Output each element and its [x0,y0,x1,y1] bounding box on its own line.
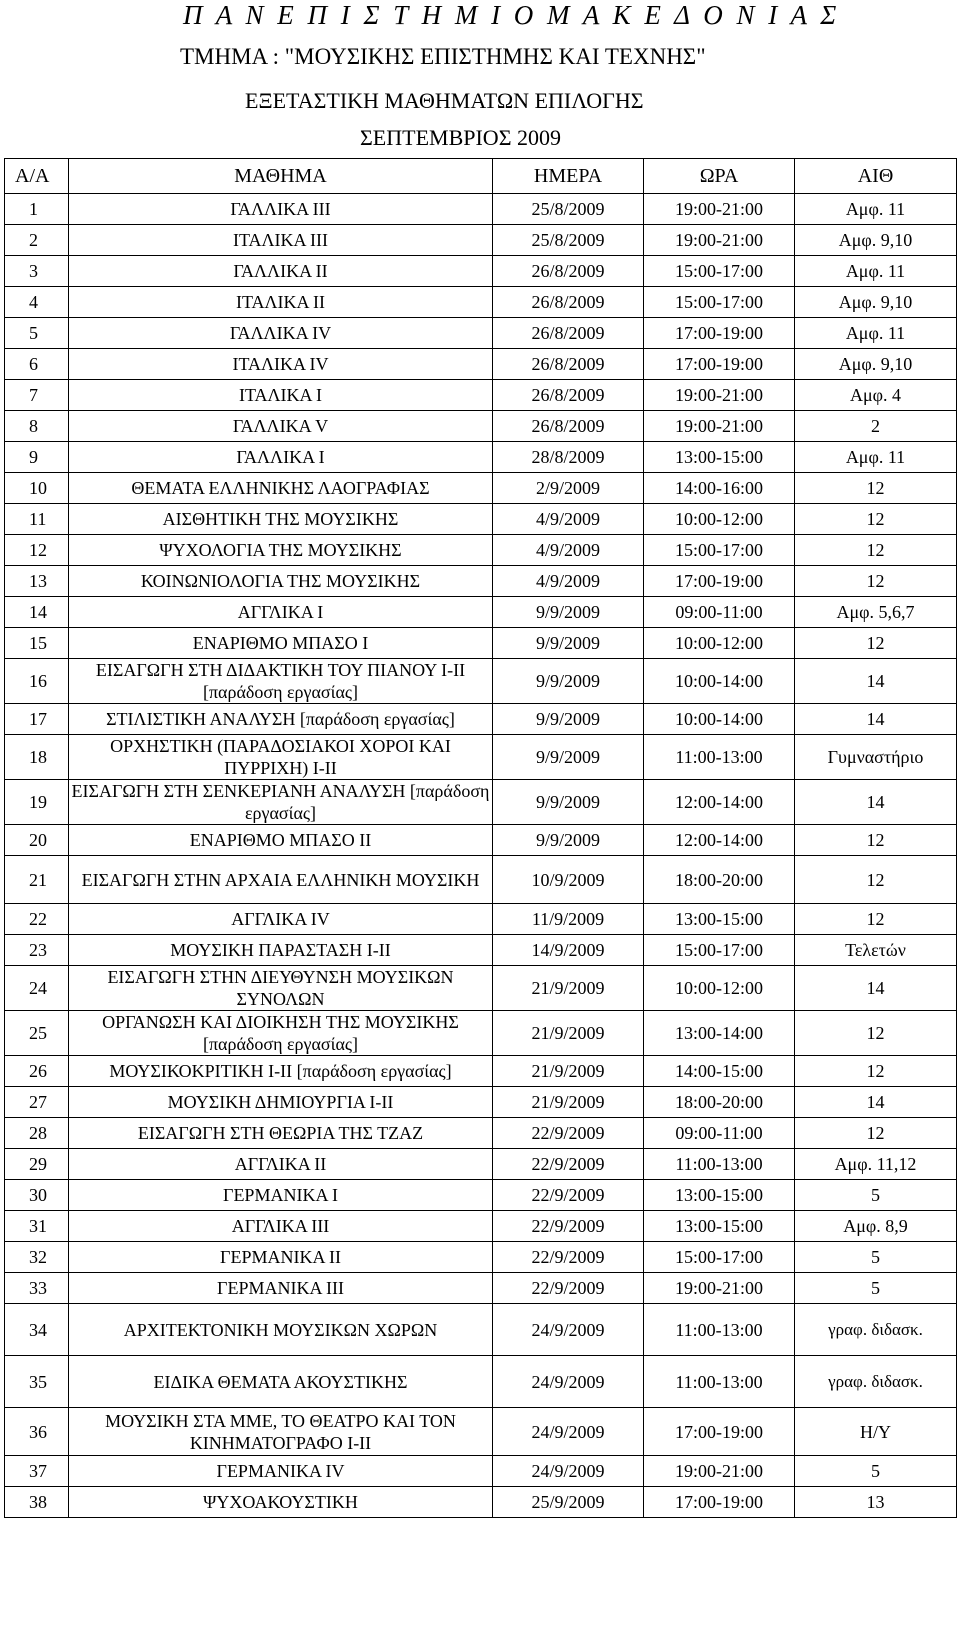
room-cell: Αμφ. 11,12 [795,1149,957,1180]
room-cell: Αμφ. 11 [795,194,957,225]
course-cell: ΓΕΡΜΑΝΙΚΑ ΙΙ [69,1242,493,1273]
time-cell: 19:00-21:00 [644,1456,795,1487]
table-row [5,535,957,566]
course-cell: ΙΤΑΛΙΚΑ ΙΙ [69,287,493,318]
time-cell: 18:00-20:00 [644,1087,795,1118]
time-cell: 15:00-17:00 [644,535,795,566]
date-cell: 4/9/2009 [493,566,644,597]
time-cell: 19:00-21:00 [644,380,795,411]
room-cell: Αμφ. 8,9 [795,1211,957,1242]
date-cell: 24/9/2009 [493,1456,644,1487]
course-cell: ΕΙΣΑΓΩΓΗ ΣΤΗ ΣΕΝΚΕΡΙΑΝΗ ΑΝΑΛΥΣΗ [παράδοση εργασίας] [69,780,493,825]
time-cell: 13:00-15:00 [644,1211,795,1242]
table-row [5,566,957,597]
date-cell: 21/9/2009 [493,966,644,1011]
course-cell: ΕΝΑΡΙΘΜΟ ΜΠΑΣΟ Ι [69,628,493,659]
room-cell: Γυμναστήριο [795,735,957,780]
course-cell: ΜΟΥΣΙΚΗ ΣΤΑ ΜΜΕ, ΤΟ ΘΕΑΤΡΟ ΚΑΙ ΤΟΝ ΚΙΝΗΜΑΤΟΓΡΑΦΟ Ι-ΙΙ [69,1408,493,1456]
table-row [5,1087,957,1118]
course-cell: ΑΓΓΛΙΚΑ ΙΙ [69,1149,493,1180]
time-cell: 17:00-19:00 [644,1487,795,1518]
time-cell: 11:00-13:00 [644,1304,795,1356]
room-cell: 5 [795,1180,957,1211]
course-cell: ΓΑΛΛΙΚΑ ΙΙΙ [69,194,493,225]
table-row [5,735,957,780]
room-cell: 14 [795,780,957,825]
row-number-cell: 23 [5,935,69,966]
room-cell: Αμφ. 11 [795,256,957,287]
table-row [5,935,957,966]
exam-schedule-table [4,158,957,1518]
date-cell: 22/9/2009 [493,1242,644,1273]
table-row [5,659,957,704]
row-number-cell: 12 [5,535,69,566]
row-number-cell: 35 [5,1356,69,1408]
table-row [5,411,957,442]
room-cell: γραφ. διδασκ. [795,1304,957,1356]
date-cell: 25/8/2009 [493,225,644,256]
table-row [5,704,957,735]
time-cell: 10:00-12:00 [644,628,795,659]
course-cell: ΕΙΣΑΓΩΓΗ ΣΤΗΝ ΔΙΕΥΘΥΝΣΗ ΜΟΥΣΙΚΩΝ ΣΥΝΟΛΩΝ [69,966,493,1011]
date-cell: 22/9/2009 [493,1149,644,1180]
room-cell: Τελετών [795,935,957,966]
table-row [5,287,957,318]
row-number-cell: 34 [5,1304,69,1356]
row-number-cell: 31 [5,1211,69,1242]
table-row [5,966,957,1011]
time-cell: 13:00-15:00 [644,904,795,935]
room-cell: 14 [795,659,957,704]
date-cell: 4/9/2009 [493,504,644,535]
time-cell: 15:00-17:00 [644,287,795,318]
time-cell: 11:00-13:00 [644,1149,795,1180]
course-cell: ΑΓΓΛΙΚΑ Ι [69,597,493,628]
date-cell: 26/8/2009 [493,380,644,411]
time-cell: 15:00-17:00 [644,935,795,966]
row-number-cell: 28 [5,1118,69,1149]
time-cell: 15:00-17:00 [644,1242,795,1273]
table-row [5,1273,957,1304]
room-cell: 2 [795,411,957,442]
room-cell: Αμφ. 9,10 [795,225,957,256]
time-cell: 19:00-21:00 [644,1273,795,1304]
room-cell: Αμφ. 9,10 [795,287,957,318]
course-cell: ΘΕΜΑΤΑ ΕΛΛΗΝΙΚΗΣ ΛΑΟΓΡΑΦΙΑΣ [69,473,493,504]
room-cell: 12 [795,535,957,566]
date-cell: 28/8/2009 [493,442,644,473]
date-cell: 26/8/2009 [493,256,644,287]
course-cell: ΙΤΑΛΙΚΑ ΙΙΙ [69,225,493,256]
date-cell: 22/9/2009 [493,1180,644,1211]
course-cell: ΕΙΣΑΓΩΓΗ ΣΤΗΝ ΑΡΧΑΙΑ ΕΛΛΗΝΙΚΗ ΜΟΥΣΙΚΗ [69,856,493,904]
table-row [5,1356,957,1408]
time-cell: 17:00-19:00 [644,349,795,380]
column-header-time: ΩΡΑ [644,159,795,194]
course-cell: ΜΟΥΣΙΚΗ ΔΗΜΙΟΥΡΓΙΑ Ι-ΙΙ [69,1087,493,1118]
row-number-cell: 8 [5,411,69,442]
table-row [5,597,957,628]
row-number-cell: 14 [5,597,69,628]
date-cell: 11/9/2009 [493,904,644,935]
row-number-cell: 24 [5,966,69,1011]
date-cell: 9/9/2009 [493,780,644,825]
row-number-cell: 29 [5,1149,69,1180]
room-cell: Αμφ. 9,10 [795,349,957,380]
table-row [5,825,957,856]
time-cell: 13:00-14:00 [644,1011,795,1056]
table-row [5,1456,957,1487]
time-cell: 12:00-14:00 [644,780,795,825]
row-number-cell: 3 [5,256,69,287]
table-row [5,1118,957,1149]
date-cell: 4/9/2009 [493,535,644,566]
room-cell: Η/Υ [795,1408,957,1456]
course-cell: ΓΑΛΛΙΚΑ V [69,411,493,442]
date-cell: 22/9/2009 [493,1118,644,1149]
table-row [5,1242,957,1273]
row-number-cell: 10 [5,473,69,504]
row-number-cell: 1 [5,194,69,225]
table-row [5,225,957,256]
course-cell: ΕΙΣΑΓΩΓΗ ΣΤΗ ΘΕΩΡΙΑ ΤΗΣ ΤΖΑΖ [69,1118,493,1149]
date-cell: 24/9/2009 [493,1356,644,1408]
date-cell: 26/8/2009 [493,411,644,442]
row-number-cell: 6 [5,349,69,380]
room-cell: 12 [795,473,957,504]
date-cell: 9/9/2009 [493,597,644,628]
room-cell: 12 [795,856,957,904]
row-number-cell: 15 [5,628,69,659]
column-header-number: Α/Α [5,159,69,194]
table-row [5,1056,957,1087]
row-number-cell: 16 [5,659,69,704]
time-cell: 12:00-14:00 [644,825,795,856]
date-cell: 9/9/2009 [493,628,644,659]
course-cell: ΙΤΑΛΙΚΑ Ι [69,380,493,411]
course-cell: ΜΟΥΣΙΚΟΚΡΙΤΙΚΗ Ι-ΙΙ [παράδοση εργασίας] [69,1056,493,1087]
table-row [5,780,957,825]
time-cell: 19:00-21:00 [644,225,795,256]
date-cell: 9/9/2009 [493,735,644,780]
exam-title: ΕΞΕΤΑΣΤΙΚΗ ΜΑΘΗΜΑΤΩΝ ΕΠΙΛΟΓΗΣ [245,88,644,113]
table-row [5,856,957,904]
table-row [5,473,957,504]
time-cell: 11:00-13:00 [644,1356,795,1408]
university-title: Π Α Ν Ε Π Ι Σ Τ Η Μ Ι Ο Μ Α Κ Ε Δ Ο Ν Ι Α Σ [183,0,840,30]
date-cell: 21/9/2009 [493,1056,644,1087]
row-number-cell: 27 [5,1087,69,1118]
row-number-cell: 30 [5,1180,69,1211]
room-cell: 12 [795,825,957,856]
department-title: ΤΜΗΜΑ : "ΜΟΥΣΙΚΗΣ ΕΠΙΣΤΗΜΗΣ ΚΑΙ ΤΕΧΝΗΣ" [180,44,706,69]
table-row [5,1149,957,1180]
course-cell: ΑΓΓΛΙΚΑ ΙΙΙ [69,1211,493,1242]
course-cell: ΓΑΛΛΙΚΑ IV [69,318,493,349]
room-cell: 13 [795,1487,957,1518]
table-row [5,318,957,349]
room-cell: 12 [795,628,957,659]
time-cell: 17:00-19:00 [644,318,795,349]
table-row [5,380,957,411]
row-number-cell: 9 [5,442,69,473]
room-cell: γραφ. διδασκ. [795,1356,957,1408]
time-cell: 10:00-12:00 [644,504,795,535]
row-number-cell: 4 [5,287,69,318]
room-cell: Αμφ. 4 [795,380,957,411]
room-cell: 14 [795,966,957,1011]
column-header-date: ΗΜΕΡΑ [493,159,644,194]
date-cell: 21/9/2009 [493,1011,644,1056]
row-number-cell: 7 [5,380,69,411]
course-cell: ΙΤΑΛΙΚΑ IV [69,349,493,380]
room-cell: 12 [795,904,957,935]
room-cell: 12 [795,1011,957,1056]
date-cell: 24/9/2009 [493,1304,644,1356]
time-cell: 13:00-15:00 [644,442,795,473]
course-cell: ΑΡΧΙΤΕΚΤΟΝΙΚΗ ΜΟΥΣΙΚΩΝ ΧΩΡΩΝ [69,1304,493,1356]
room-cell: 14 [795,704,957,735]
table-row [5,1211,957,1242]
course-cell: ΓΕΡΜΑΝΙΚΑ IV [69,1456,493,1487]
course-cell: ΨΥΧΟΑΚΟΥΣΤΙΚΗ [69,1487,493,1518]
course-cell: ΓΑΛΛΙΚΑ ΙΙ [69,256,493,287]
date-cell: 26/8/2009 [493,349,644,380]
time-cell: 09:00-11:00 [644,1118,795,1149]
course-cell: ΜΟΥΣΙΚΗ ΠΑΡΑΣΤΑΣΗ Ι-ΙΙ [69,935,493,966]
course-cell: ΓΕΡΜΑΝΙΚΑ Ι [69,1180,493,1211]
course-cell: ΕΙΣΑΓΩΓΗ ΣΤΗ ΔΙΔΑΚΤΙΚΗ ΤΟΥ ΠΙΑΝΟΥ Ι-ΙΙ [παράδοση εργασίας] [69,659,493,704]
course-cell: ΟΡΧΗΣΤΙΚΗ (ΠΑΡΑΔΟΣΙΑΚΟΙ ΧΟΡΟΙ ΚΑΙ ΠΥΡΡΙΧΗ) Ι-ΙΙ [69,735,493,780]
row-number-cell: 13 [5,566,69,597]
table-row [5,442,957,473]
time-cell: 17:00-19:00 [644,1408,795,1456]
time-cell: 10:00-14:00 [644,659,795,704]
row-number-cell: 37 [5,1456,69,1487]
row-number-cell: 25 [5,1011,69,1056]
row-number-cell: 11 [5,504,69,535]
time-cell: 18:00-20:00 [644,856,795,904]
table-row [5,1487,957,1518]
date-cell: 9/9/2009 [493,825,644,856]
table-row [5,904,957,935]
time-cell: 10:00-12:00 [644,966,795,1011]
row-number-cell: 5 [5,318,69,349]
date-cell: 25/8/2009 [493,194,644,225]
course-cell: ΑΓΓΛΙΚΑ IV [69,904,493,935]
room-cell: 12 [795,1056,957,1087]
date-cell: 25/9/2009 [493,1487,644,1518]
table-row [5,349,957,380]
course-cell: ΓΕΡΜΑΝΙΚΑ ΙΙΙ [69,1273,493,1304]
room-cell: 12 [795,1118,957,1149]
row-number-cell: 38 [5,1487,69,1518]
table-row [5,256,957,287]
row-number-cell: 20 [5,825,69,856]
row-number-cell: 2 [5,225,69,256]
row-number-cell: 17 [5,704,69,735]
course-cell: ΨΥΧΟΛΟΓΙΑ ΤΗΣ ΜΟΥΣΙΚΗΣ [69,535,493,566]
table-body [5,194,957,1518]
date-cell: 22/9/2009 [493,1211,644,1242]
table-row [5,1180,957,1211]
date-cell: 9/9/2009 [493,659,644,704]
course-cell: ΚΟΙΝΩΝΙΟΛΟΓΙΑ ΤΗΣ ΜΟΥΣΙΚΗΣ [69,566,493,597]
exam-period: ΣΕΠΤΕΜΒΡΙΟΣ 2009 [360,125,561,150]
row-number-cell: 26 [5,1056,69,1087]
row-number-cell: 19 [5,780,69,825]
row-number-cell: 33 [5,1273,69,1304]
table-row [5,1304,957,1356]
table-row [5,1408,957,1456]
column-header-course: ΜΑΘΗΜΑ [69,159,493,194]
date-cell: 26/8/2009 [493,318,644,349]
time-cell: 19:00-21:00 [644,411,795,442]
table-row [5,1011,957,1056]
room-cell: 12 [795,504,957,535]
room-cell: 14 [795,1087,957,1118]
time-cell: 14:00-16:00 [644,473,795,504]
date-cell: 26/8/2009 [493,287,644,318]
room-cell: Αμφ. 11 [795,442,957,473]
room-cell: Αμφ. 5,6,7 [795,597,957,628]
time-cell: 09:00-11:00 [644,597,795,628]
room-cell: 5 [795,1242,957,1273]
date-cell: 14/9/2009 [493,935,644,966]
date-cell: 22/9/2009 [493,1273,644,1304]
room-cell: 5 [795,1273,957,1304]
time-cell: 19:00-21:00 [644,194,795,225]
table-row [5,628,957,659]
time-cell: 13:00-15:00 [644,1180,795,1211]
room-cell: 5 [795,1456,957,1487]
course-cell: ΓΑΛΛΙΚΑ Ι [69,442,493,473]
course-cell: ΑΙΣΘΗΤΙΚΗ ΤΗΣ ΜΟΥΣΙΚΗΣ [69,504,493,535]
date-cell: 21/9/2009 [493,1087,644,1118]
date-cell: 2/9/2009 [493,473,644,504]
table-row [5,194,957,225]
row-number-cell: 36 [5,1408,69,1456]
course-cell: ΟΡΓΑΝΩΣΗ ΚΑΙ ΔΙΟΙΚΗΣΗ ΤΗΣ ΜΟΥΣΙΚΗΣ [παράδοση εργασίας] [69,1011,493,1056]
row-number-cell: 22 [5,904,69,935]
course-cell: ΕΙΔΙΚΑ ΘΕΜΑΤΑ ΑΚΟΥΣΤΙΚΗΣ [69,1356,493,1408]
course-cell: ΕΝΑΡΙΘΜΟ ΜΠΑΣΟ ΙΙ [69,825,493,856]
room-cell: Αμφ. 11 [795,318,957,349]
table-header-row [5,159,957,194]
date-cell: 9/9/2009 [493,704,644,735]
time-cell: 10:00-14:00 [644,704,795,735]
table-row [5,504,957,535]
time-cell: 14:00-15:00 [644,1056,795,1087]
time-cell: 17:00-19:00 [644,566,795,597]
row-number-cell: 21 [5,856,69,904]
course-cell: ΣΤΙΛΙΣΤΙΚΗ ΑΝΑΛΥΣΗ [παράδοση εργασίας] [69,704,493,735]
date-cell: 10/9/2009 [493,856,644,904]
row-number-cell: 18 [5,735,69,780]
time-cell: 11:00-13:00 [644,735,795,780]
column-header-room: ΑΙΘ [795,159,957,194]
row-number-cell: 32 [5,1242,69,1273]
time-cell: 15:00-17:00 [644,256,795,287]
date-cell: 24/9/2009 [493,1408,644,1456]
room-cell: 12 [795,566,957,597]
